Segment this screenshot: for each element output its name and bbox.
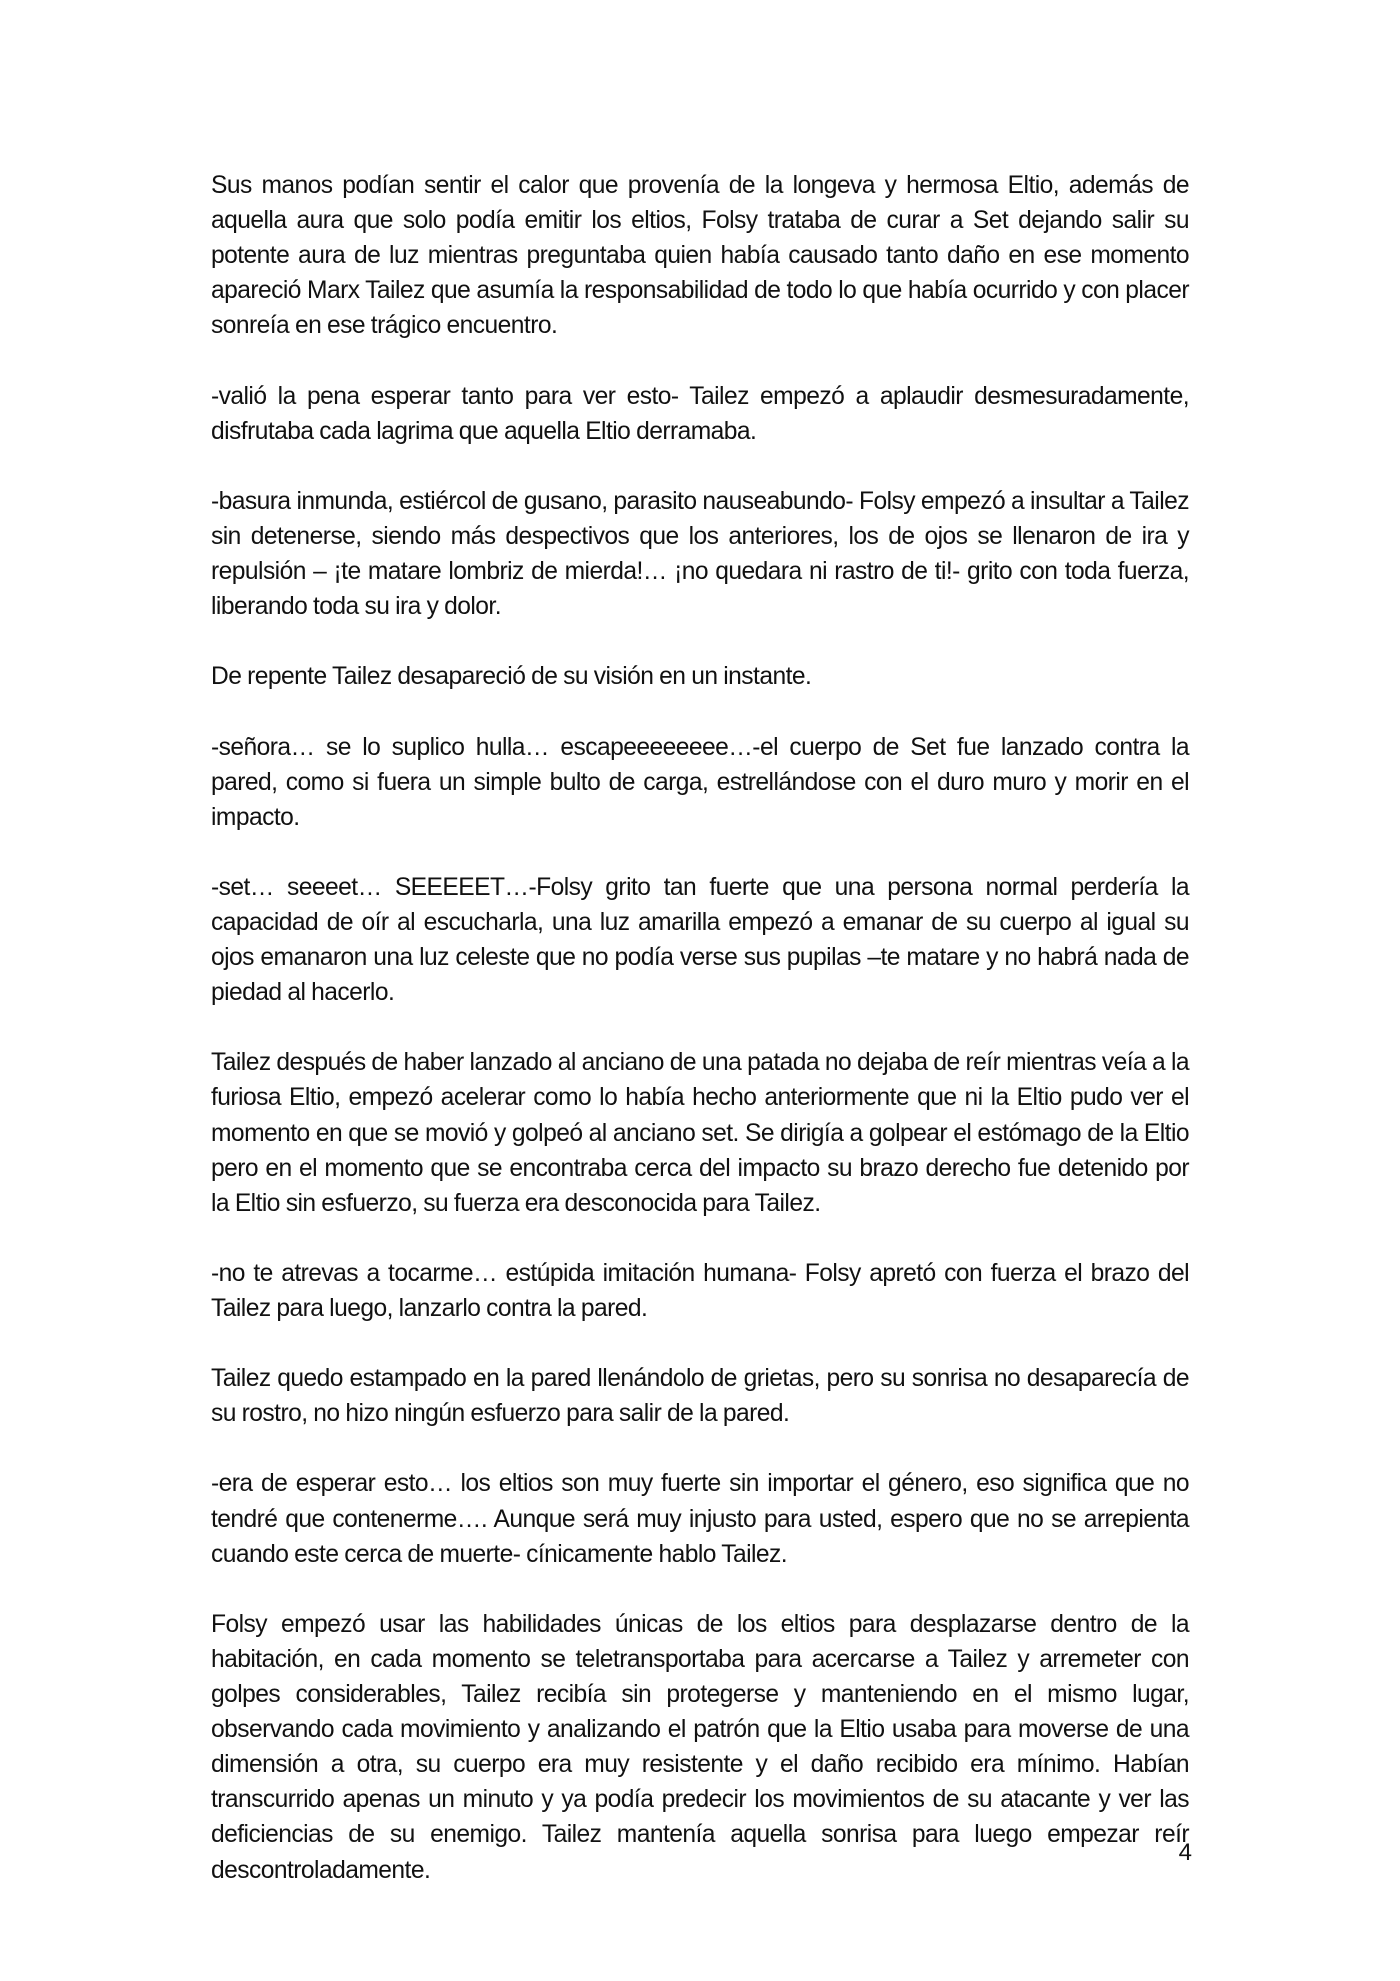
paragraph: -basura inmunda, estiércol de gusano, parasito nauseabundo- Folsy empezó a insultar a Tailez sin detenerse, siendo más despectivos que los anteriores, los de ojos se llenaron de ira y repulsión – ¡te matare lombriz de mierda!… ¡no quedara ni rastro de ti!- grito con toda fuerza, liberando toda su ira y dolor. xyxy=(211,487,1189,621)
paragraph: Folsy empezó usar las habilidades únicas de los eltios para desplazarse dentro de la habitación, en cada momento se teletransportaba para acercarse a Tailez y arremeter con golpes considerables, Tailez recibía sin protegerse y manteniendo en el mismo lugar, observando cada movimiento y analizando el patrón que la Eltio usaba para moverse de una dimensión a otra, su cuerpo era muy resistente y el daño recibido era mínimo. Habían transcurrido apenas un minuto y ya podía predecir los movimientos de su atacante y ver las deficiencias de su enemigo. Tailez mantenía aquella sonrisa para luego empezar reír descontroladamente. xyxy=(211,1610,1189,1884)
paragraph: -era de esperar esto… los eltios son muy fuerte sin importar el género, eso significa que no tendré que contenerme…. Aunque será muy injusto para usted, espero que no se arrepienta cuando este cerca de muerte- cínicamente hablo Tailez. xyxy=(211,1470,1189,1568)
paragraph: Sus manos podían sentir el calor que provenía de la longeva y hermosa Eltio, además de aquella aura que solo podía emitir los eltios, Folsy trataba de curar a Set dejando salir su potente aura de luz mientras preguntaba quien había causado tanto daño en ese momento apareció Marx Tailez que asumía la responsabilidad de todo lo que había ocurrido y con placer sonreía en ese trágico encuentro. xyxy=(211,172,1189,340)
paragraph: -no te atrevas a tocarme… estúpida imitación humana- Folsy apretó con fuerza el brazo del Tailez para luego, lanzarlo contra la pared. xyxy=(211,1259,1189,1322)
paragraph: -señora… se lo suplico hulla… escapeeeeeeee…-el cuerpo de Set fue lanzado contra la pared, como si fuera un simple bulto de carga, estrellándose con el duro muro y morir en el impacto. xyxy=(211,733,1189,831)
page-number: 4 xyxy=(1178,1839,1192,1866)
paragraph: Tailez después de haber lanzado al anciano de una patada no dejaba de reír mientras veía a la furiosa Eltio, empezó acelerar como lo había hecho anteriormente que ni la Eltio pudo ver el momento en que se movió y golpeó al anciano set. Se dirigía a golpear el estómago de la Eltio pero en el momento que se encontraba cerca del impacto su brazo derecho fue detenido por la Eltio sin esfuerzo, su fuerza era desconocida para Tailez. xyxy=(211,1049,1189,1217)
paragraph: Tailez quedo estampado en la pared llenándolo de grietas, pero su sonrisa no desaparecía de su rostro, no hizo ningún esfuerzo para salir de la pared. xyxy=(211,1365,1189,1428)
paragraph: -set… seeeet… SEEEEET…-Folsy grito tan fuerte que una persona normal perdería la capacidad de oír al escucharla, una luz amarilla empezó a emanar de su cuerpo al igual su ojos emanaron una luz celeste que no podía verse sus pupilas –te matare y no habrá nada de piedad al hacerlo. xyxy=(211,873,1189,1007)
body-text xyxy=(211,168,1189,1923)
paragraph: De repente Tailez desapareció de su visión en un instante. xyxy=(211,663,812,691)
paragraph: -valió la pena esperar tanto para ver esto- Tailez empezó a aplaudir desmesuradamente, disfrutaba cada lagrima que aquella Eltio derramaba. xyxy=(211,382,1189,445)
